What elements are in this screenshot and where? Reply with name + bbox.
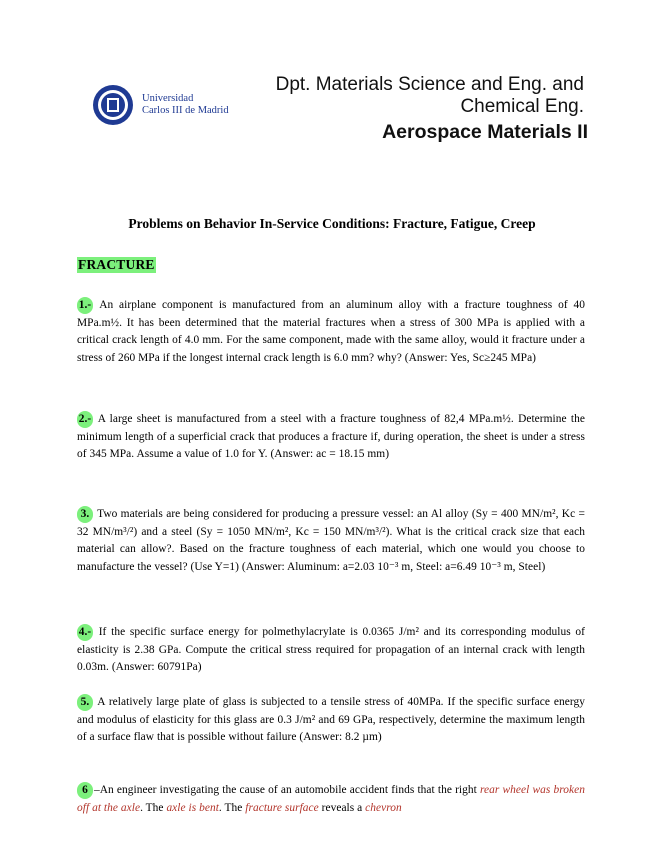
document-title: Problems on Behavior In-Service Conditions: Fracture, Fatigue, Creep [128,216,536,231]
university-line2: Carlos III de Madrid [142,105,229,116]
problem-text: Two materials are being considered for producing a pressure vessel: an Al alloy (Sy = 400 MN/m², Kc = 32 MN/m³/²) and a steel (Sy = 1050 MN/m², Kc = 150 MN/m³/²). What is the critical crack size that each material can allow?. Based on the fracture toughness of each material, which one would you choose to manufacture the vessel? (Use Y=1) (Answer: Aluminum: a=2.03 10⁻³ m, Steel: a=6.49 10⁻³ m, Steel) [77,508,585,573]
highlighted-term: rear wheel was broken off at the axle [77,784,585,814]
problem-number: 4.- [77,624,93,641]
problem-number: 6 [77,782,93,799]
problem-4 [77,624,585,677]
problem-number: 3. [77,506,93,523]
problem-text: . The [140,801,167,814]
problem-text: If the specific surface energy for polmethylacrylate is 0.0365 J/m² and its corresponding modulus of elasticity is 2.38 GPa. Compute the critical stress required for propagation of an internal crack with length 0.03m. (Answer: 60791Pa) [77,626,585,673]
problem-text: . The [218,801,246,814]
section-heading: FRACTURE [78,257,155,272]
dept-line2: Chemical Eng. [460,96,584,117]
problem-number: 5. [77,694,93,711]
highlighted-term: chevron [365,801,402,814]
course-title: Aerospace Materials II [382,121,588,143]
problem-1 [77,297,585,367]
problem-6 [77,782,585,817]
university-seal-icon [92,84,134,126]
problem-number: 1.- [77,297,93,314]
university-name [142,93,229,117]
problem-number: 2.- [77,411,93,428]
problem-5 [77,694,585,747]
highlighted-term: fracture surface [245,801,319,814]
university-line1: Universidad [142,93,194,104]
problem-3 [77,506,585,576]
problem-text: –An engineer investigating the cause of an automobile accident finds that the right [94,784,480,796]
problem-text: A large sheet is manufactured from a steel with a fracture toughness of 82,4 MPa.m½. Determine the minimum length of a superficial crack that produces a fracture if, during operation, the sheet is under a stress of 345 MPa. Assume a value of 1.0 for Y. (Answer: ac = 18.15 mm) [77,413,585,460]
problem-text: A relatively large plate of glass is subjected to a tensile stress of 40MPa. If the specific surface energy and modulus of elasticity for this glass are 0.3 J/m² and 69 GPa, respectively, determine the maximum length of a surface flaw that is possible without failure (Answer: 8.2 µm) [77,696,585,743]
highlighted-term: axle is bent [166,801,219,814]
problem-text: An airplane component is manufactured from an aluminum alloy with a fracture toughness of 40 MPa.m½. It has been determined that the material fractures when a stress of 300 MPa is applied with a critical crack length of 4.0 mm. For the same component, made with the same alloy, would it fracture under a stress of 260 MPa if the longest internal crack length is 6.0 mm? why? (Answer: Yes, Sc≥245 MPa) [77,299,585,364]
dept-line1: Dpt. Materials Science and Eng. and [275,74,584,95]
problem-text: reveals a [318,801,366,814]
problem-2 [77,411,585,464]
department-name [224,74,584,118]
